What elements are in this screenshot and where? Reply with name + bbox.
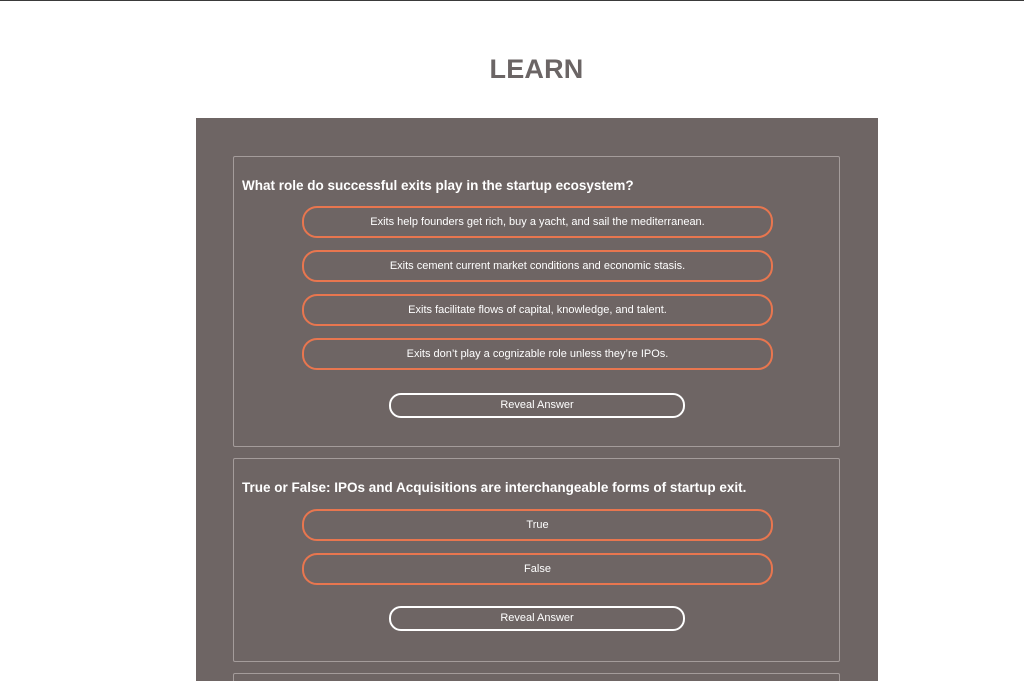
reveal-answer-button[interactable]: Reveal Answer: [389, 606, 685, 631]
answer-option-button[interactable]: False: [302, 553, 773, 585]
question-card: [233, 673, 840, 681]
answer-option-button[interactable]: Exits facilitate flows of capital, knowledge, and talent.: [302, 294, 773, 326]
question-card: [233, 458, 840, 662]
question-prompt: True or False: IPOs and Acquisitions are interchangeable forms of startup exit.: [242, 480, 747, 495]
quiz-panel: [196, 118, 878, 681]
page-title: LEARN: [489, 54, 584, 84]
answer-option-button[interactable]: Exits help founders get rich, buy a yacht, and sail the mediterranean.: [302, 206, 773, 238]
answer-option-button[interactable]: Exits cement current market conditions and economic stasis.: [302, 250, 773, 282]
question-prompt: What role do successful exits play in the startup ecosystem?: [242, 178, 634, 193]
answer-option-button[interactable]: Exits don’t play a cognizable role unless they’re IPOs.: [302, 338, 773, 370]
reveal-answer-button[interactable]: Reveal Answer: [389, 393, 685, 418]
top-divider: [0, 0, 1024, 1]
question-card: [233, 156, 840, 447]
answer-option-button[interactable]: True: [302, 509, 773, 541]
